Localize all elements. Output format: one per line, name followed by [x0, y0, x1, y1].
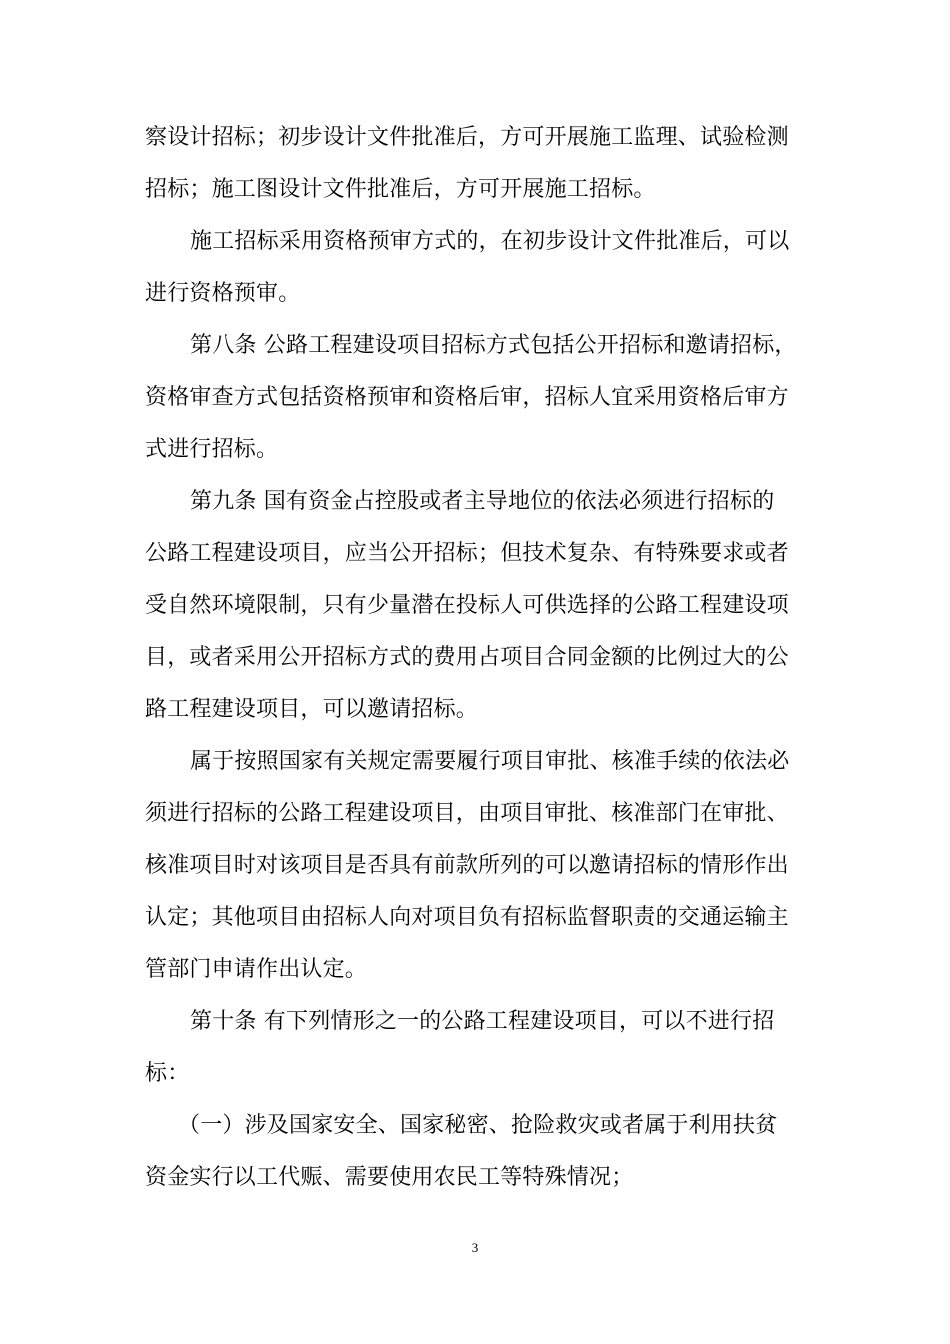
text-line: 须进行招标的公路工程建设项目，由项目审批、核准部门在审批、	[145, 801, 789, 826]
text-line: 公路工程建设项目，应当公开招标；但技术复杂、有特殊要求或者	[145, 541, 789, 566]
text-line: 招标；施工图设计文件批准后，方可开展施工招标。	[145, 177, 656, 202]
text-line: 第十条 有下列情形之一的公路工程建设项目，可以不进行招	[190, 1009, 775, 1034]
page-number: 3	[471, 1240, 479, 1255]
text-line: 目，或者采用公开招标方式的费用占项目合同金额的比例过大的公	[145, 645, 789, 670]
text-line: 第九条 国有资金占控股或者主导地位的依法必须进行招标的	[190, 489, 775, 514]
text-line: 路工程建设项目，可以邀请招标。	[145, 697, 479, 722]
text-line: 受自然环境限制，只有少量潜在投标人可供选择的公路工程建设项	[145, 593, 789, 618]
text-line: 察设计招标；初步设计文件批准后，方可开展施工监理、试验检测	[145, 125, 789, 150]
text-line: 进行资格预审。	[145, 281, 301, 306]
text-line: 管部门申请作出认定。	[145, 957, 368, 982]
text-line: 资金实行以工代赈、需要使用农民工等特殊情况；	[145, 1165, 634, 1190]
text-line: 标：	[145, 1061, 190, 1086]
text-line: 资格审查方式包括资格预审和资格后审，招标人宜采用资格后审方	[145, 385, 789, 410]
text-line: 施工招标采用资格预审方式的，在初步设计文件批准后，可以	[190, 229, 790, 254]
text-line: 认定；其他项目由招标人向对项目负有招标监督职责的交通运输主	[145, 905, 789, 930]
text-line: 核准项目时对该项目是否具有前款所列的可以邀请招标的情形作出	[145, 853, 789, 878]
text-line: （一）涉及国家安全、国家秘密、抢险救灾或者属于利用扶贫	[178, 1113, 778, 1138]
text-line: 属于按照国家有关规定需要履行项目审批、核准手续的依法必	[190, 749, 790, 774]
text-line: 第八条 公路工程建设项目招标方式包括公开招标和邀请招标，	[190, 333, 797, 358]
text-line: 式进行招标。	[145, 437, 279, 462]
